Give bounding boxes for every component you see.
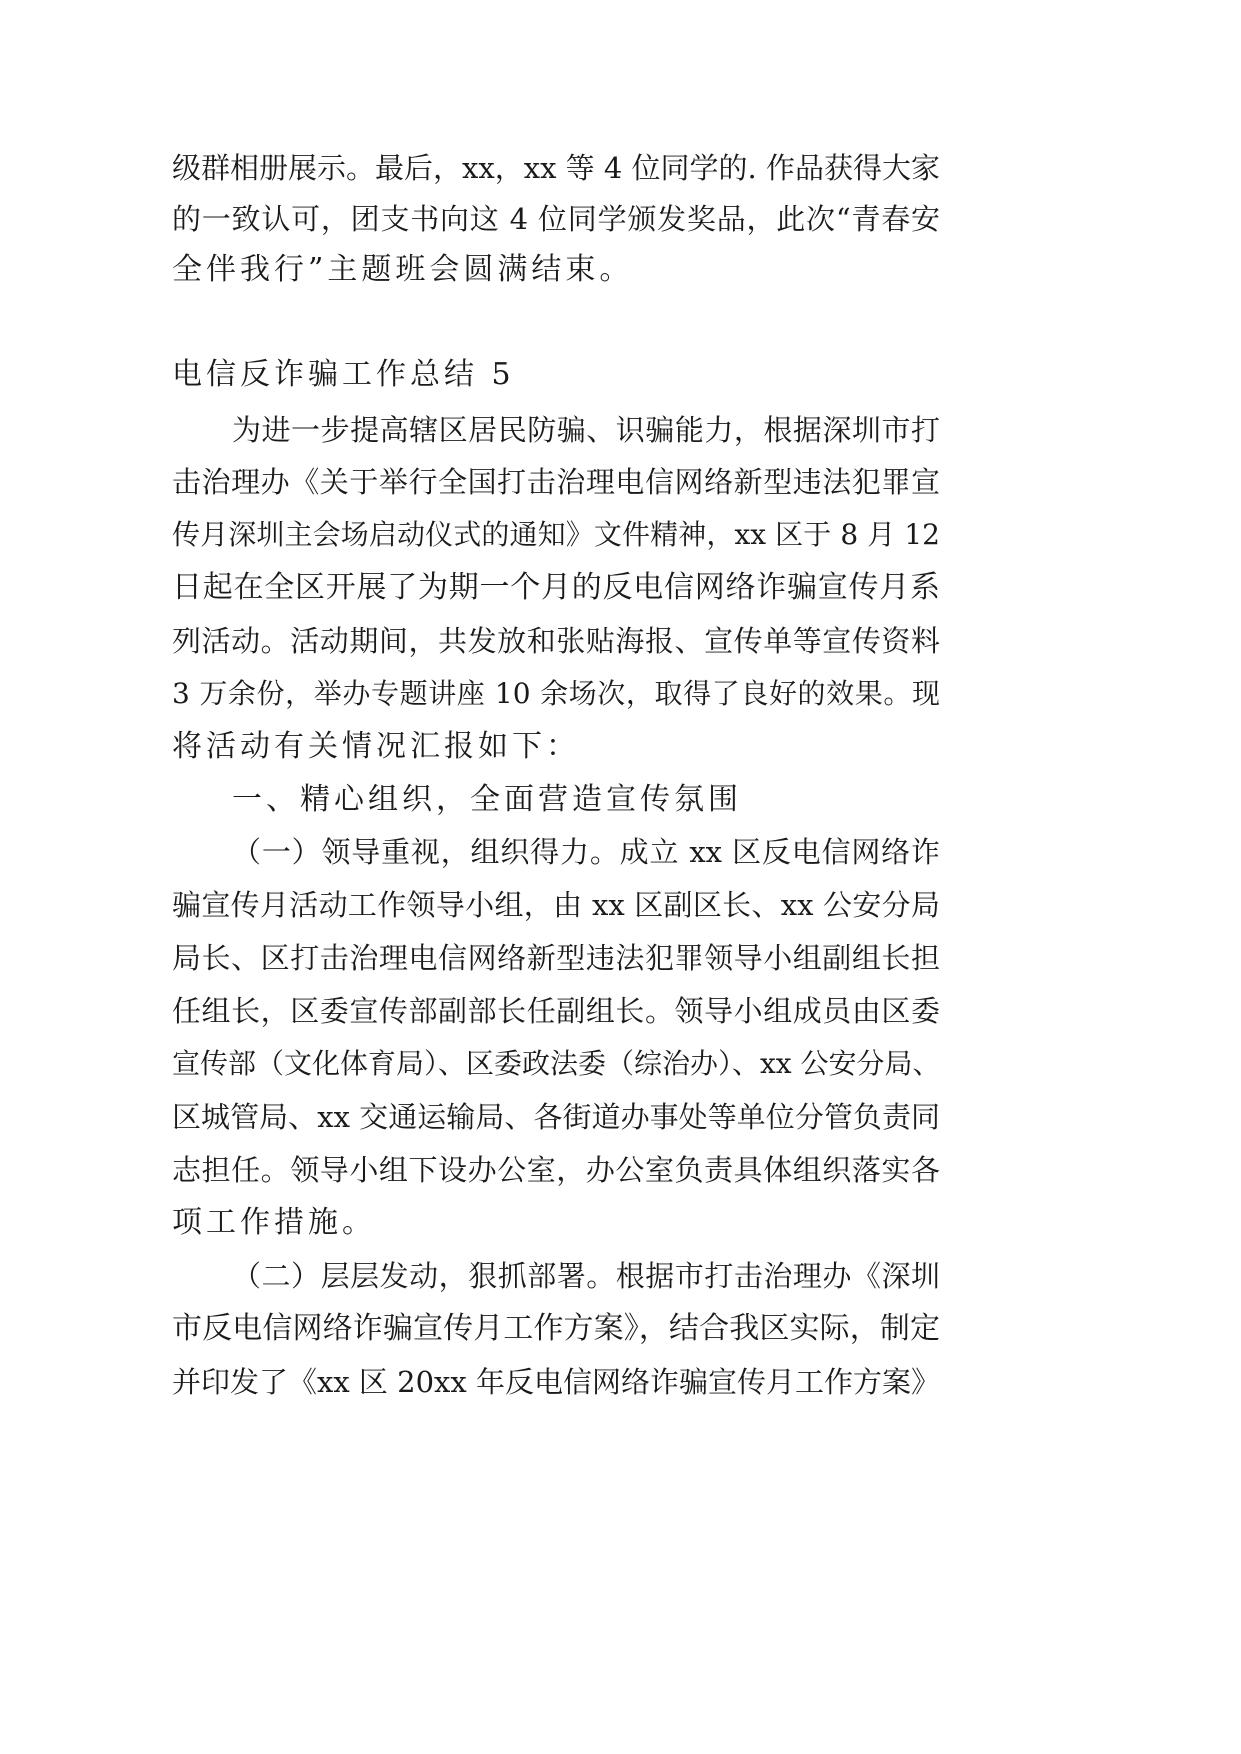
text-line: 级群相册展示。最后，xx，xx 等 4 位同学的. 作品获得大家: [172, 151, 940, 185]
text-line: 项工作措施。: [172, 1205, 376, 1240]
text-line: 传月深圳主会场启动仪式的通知》文件精神，xx 区于 8 月 12: [172, 518, 940, 551]
text-line: 骗宣传月活动工作领导小组，由 xx 区副区长、xx 公安分局: [172, 888, 940, 922]
text-line: 宣传部（文化体育局）、区委政法委（综治办）、xx 公安分局、: [172, 1047, 941, 1080]
text-line: 任组长，区委宣传部副部长任副组长。领导小组成员由区委: [172, 994, 940, 1028]
heading-1: 一、精心组织，全面营造宣传氛围: [232, 782, 742, 817]
text-line: 击治理办《关于举行全国打击治理电信网络新型违法犯罪宣: [172, 465, 940, 499]
text-line: 区城管局、xx 交通运输局、各街道办事处等单位分管负责同: [172, 1100, 940, 1134]
text-line: 日起在全区开展了为期一个月的反电信网络诈骗宣传月系: [172, 570, 940, 605]
text-line: （二）层层发动，狠抓部署。根据市打击治理办《深圳: [232, 1259, 940, 1293]
text-line: 志担任。领导小组下设办公室，办公室负责具体组织落实各: [172, 1153, 940, 1187]
section-title: 电信反诈骗工作总结 5: [172, 357, 515, 392]
text-line: 全伴我行”主题班会圆满结束。: [172, 252, 634, 287]
text-line: 列活动。活动期间，共发放和张贴海报、宣传单等宣传资料: [172, 624, 940, 658]
text-line: 局长、区打击治理电信网络新型违法犯罪领导小组副组长担: [172, 941, 940, 975]
text-line: 并印发了《xx 区 20xx 年反电信网络诈骗宣传月工作方案》: [172, 1365, 940, 1399]
text-line: 为进一步提高辖区居民防骗、识骗能力，根据深圳市打: [232, 413, 940, 447]
text-line: 市反电信网络诈骗宣传月工作方案》，结合我区实际，制定: [172, 1311, 940, 1346]
text-line: 3 万余份，举办专题讲座 10 余场次，取得了良好的效果。现: [172, 677, 940, 710]
text-line: （一）领导重视，组织得力。成立 xx 区反电信网络诈: [232, 835, 940, 869]
text-line: 将活动有关情况汇报如下：: [172, 729, 580, 764]
text-line: 的一致认可，团支书向这 4 位同学颁发奖品，此次“青春安: [172, 202, 940, 236]
